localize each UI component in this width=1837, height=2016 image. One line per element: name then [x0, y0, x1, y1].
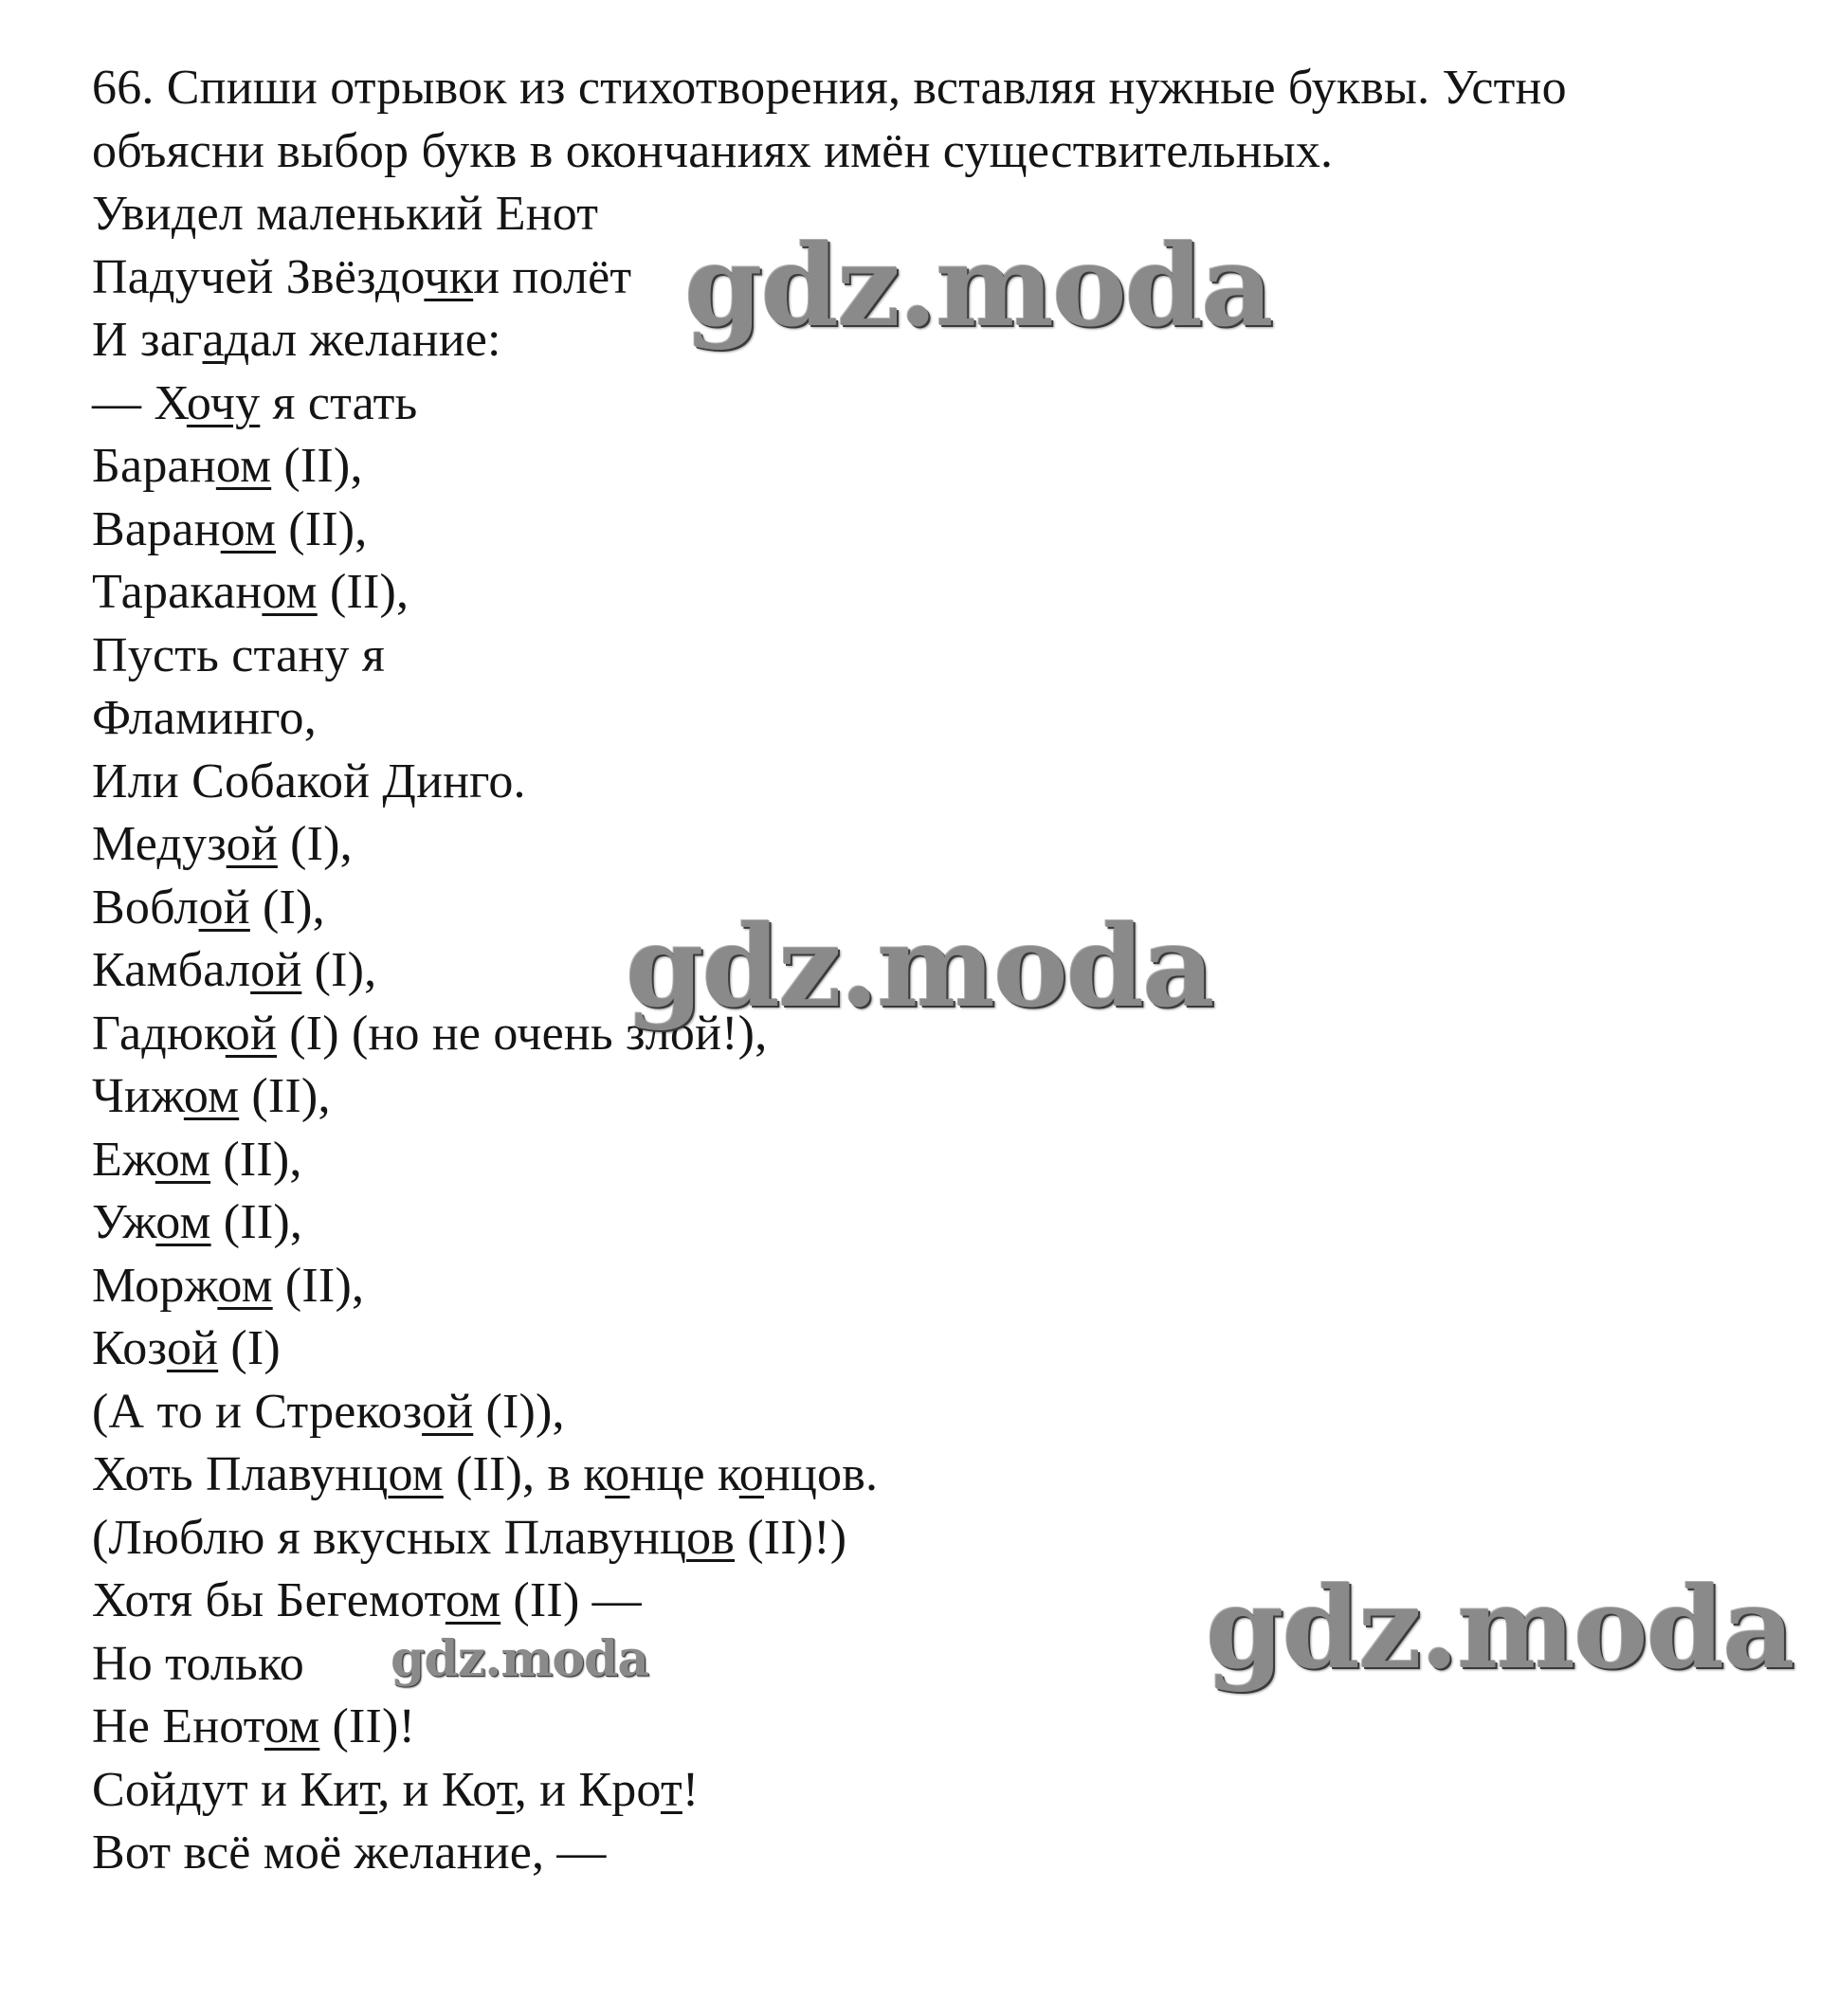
- poem-line: [92, 1507, 1779, 1571]
- poem-line: [92, 435, 1779, 499]
- poem-line: [92, 751, 1779, 814]
- underlined-letters: ом: [155, 1132, 211, 1187]
- poem-text: — Х: [92, 375, 187, 430]
- poem-text: Вот всё моё желание, —: [92, 1825, 607, 1880]
- poem-line: [92, 1444, 1779, 1507]
- underlined-letters: а: [202, 313, 225, 367]
- underlined-letters: ой: [250, 943, 302, 997]
- poem-text: Гадюк: [92, 1006, 226, 1061]
- poem-text: , и Ко: [377, 1762, 497, 1817]
- poem-text: Хоть Плавунц: [92, 1447, 389, 1501]
- underlined-letters: о: [738, 1447, 764, 1501]
- poem-text: Пусть стану я: [92, 627, 385, 682]
- poem-text: (II),: [276, 501, 368, 556]
- poem-text: Медуз: [92, 817, 227, 871]
- poem-text: , и Кро: [514, 1762, 661, 1817]
- underlined-letters: ом: [217, 1258, 273, 1313]
- poem-text: (I) (но не очень злой!),: [277, 1006, 768, 1061]
- task-text-line-1: 66. Спиши отрывок из стихотворения, вставляя нужные буквы. Устно: [92, 61, 1567, 115]
- poem-line: [92, 939, 1779, 1003]
- poem-text: (II)!): [735, 1510, 847, 1565]
- poem-text: И заг: [92, 313, 203, 367]
- poem-text: и полёт: [473, 249, 632, 304]
- poem-text: (II), в к: [443, 1447, 606, 1501]
- poem-text: Варан: [92, 501, 221, 556]
- poem-line: [92, 1822, 1779, 1885]
- poem-text: Или Собакой Динго.: [92, 754, 526, 808]
- poem-line: [92, 1065, 1779, 1129]
- poem-line: [92, 625, 1779, 688]
- poem-text: (II),: [272, 1258, 365, 1313]
- poem-text: (II),: [210, 1195, 303, 1249]
- poem-text: Таракан: [92, 565, 263, 619]
- underlined-letters: ой: [422, 1384, 474, 1439]
- poem-text: (I)),: [473, 1384, 565, 1439]
- poem-text: (II),: [317, 565, 409, 619]
- poem-text: (I): [218, 1321, 281, 1375]
- poem-line: [92, 309, 1779, 372]
- poem-text: Фламинго,: [92, 691, 317, 745]
- poem-text: (II)!: [319, 1699, 416, 1753]
- poem-line: [92, 499, 1779, 562]
- underlined-letters: ом: [445, 1573, 501, 1627]
- poem-line: [92, 1191, 1779, 1255]
- poem-text: (I),: [249, 880, 325, 935]
- task-text-line-2: объясни выбор букв в окончаниях имён существительных.: [92, 123, 1334, 178]
- poem-text: Вобл: [92, 880, 199, 935]
- watermark-logo: gdz.moda: [1206, 1562, 1793, 1694]
- underlined-letters: чк: [424, 249, 474, 304]
- poem-text: (II) —: [500, 1573, 642, 1627]
- poem-line: [92, 561, 1779, 625]
- underlined-letters: ой: [166, 1321, 219, 1375]
- exercise-page: [92, 57, 1779, 1885]
- poem-text: Морж: [92, 1258, 218, 1313]
- underlined-letters: ом: [215, 439, 272, 493]
- underlined-letters: ой: [198, 880, 250, 935]
- poem-line: [92, 246, 1779, 310]
- poem-text: (II),: [271, 439, 363, 493]
- underlined-letters: ой: [225, 1006, 278, 1061]
- underlined-letters: ом: [155, 1195, 211, 1249]
- underlined-letters: ом: [220, 501, 276, 556]
- poem-line: [92, 1759, 1779, 1823]
- underlined-letters: т: [496, 1762, 515, 1817]
- poem-text: (А то и Стрекоз: [92, 1384, 423, 1439]
- underlined-letters: очу: [186, 375, 261, 430]
- poem-text: нце к: [629, 1447, 739, 1501]
- poem-line: [92, 183, 1779, 246]
- watermark-logo: gdz.moda: [684, 220, 1272, 352]
- poem-line: [92, 1255, 1779, 1318]
- poem-line: [92, 1381, 1779, 1444]
- poem-text: Но только: [92, 1636, 304, 1691]
- poem-text: (II),: [210, 1132, 302, 1187]
- underlined-letters: о: [605, 1447, 630, 1501]
- poem-text: я стать: [260, 375, 418, 430]
- underlined-letters: т: [359, 1762, 378, 1817]
- underlined-letters: ом: [388, 1447, 444, 1501]
- poem-text: (I),: [301, 943, 377, 997]
- poem-line: [92, 1317, 1779, 1381]
- underlined-letters: ой: [226, 817, 278, 871]
- underlined-letters: т: [660, 1762, 682, 1817]
- poem-line: [92, 687, 1779, 751]
- poem-line: [92, 813, 1779, 877]
- poem-text: нцов.: [764, 1447, 879, 1501]
- poem-text: Сойдут и Ки: [92, 1762, 360, 1817]
- watermark-logo: gdz.moda: [626, 900, 1213, 1032]
- poem-text: Чиж: [92, 1069, 184, 1123]
- poem-line: [92, 1570, 1779, 1633]
- poem-text: Падучей Звёздо: [92, 249, 425, 304]
- underlined-letters: ом: [264, 1699, 320, 1753]
- poem: [92, 183, 1779, 1885]
- poem-line: [92, 1696, 1779, 1759]
- poem-text: Коз: [92, 1321, 167, 1375]
- poem-text: Не Енот: [92, 1699, 264, 1753]
- poem-text: Еж: [92, 1132, 155, 1187]
- watermark-logo-small: gdz.moda: [391, 1630, 649, 1688]
- poem-text: !: [682, 1762, 700, 1817]
- poem-text: Камбал: [92, 943, 251, 997]
- poem-line: [92, 1633, 1779, 1697]
- poem-text: Баран: [92, 439, 216, 493]
- poem-text: дал желание:: [224, 313, 501, 367]
- poem-text: Уж: [92, 1195, 156, 1249]
- poem-text: (I),: [277, 817, 353, 871]
- poem-line: [92, 372, 1779, 436]
- poem-text: Хотя бы Бегемот: [92, 1573, 446, 1627]
- poem-line: [92, 877, 1779, 940]
- underlined-letters: ом: [262, 565, 318, 619]
- poem-line: [92, 1003, 1779, 1066]
- poem-line: [92, 1129, 1779, 1192]
- poem-text: (Люблю я вкусных Плавунц: [92, 1510, 687, 1565]
- poem-text: Увидел маленький Енот: [92, 187, 599, 241]
- poem-text: (II),: [239, 1069, 331, 1123]
- underlined-letters: ом: [183, 1069, 240, 1123]
- underlined-letters: ов: [686, 1510, 736, 1565]
